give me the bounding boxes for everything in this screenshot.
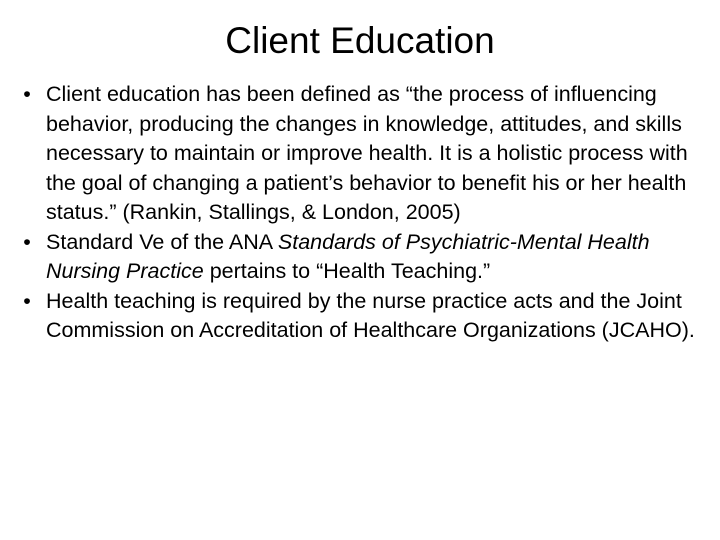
bullet-item-3 bbox=[18, 287, 702, 346]
standards-title-italic: Standards of Psychiatric-Mental Health Nursing Practice bbox=[46, 229, 650, 283]
bullet-item-1 bbox=[18, 80, 702, 228]
bullet-icon: • bbox=[23, 229, 31, 254]
bullet-text-2-after: pertains to “Health Teaching.” bbox=[203, 259, 491, 283]
bullet-text-1: Client education has been defined as “the process of influencing behavior, producing the changes in knowledge, attitudes, and skills necessary to maintain or improve health. It is a holistic process with the goal of changing a patient’s behavior to benefit his or her health status.” (Rankin, Stallings, & London, 2005) bbox=[46, 82, 688, 224]
bullet-text-2 bbox=[46, 230, 650, 284]
bullet-list bbox=[18, 80, 702, 346]
slide-title: Client Education bbox=[225, 20, 495, 61]
bullet-icon: • bbox=[23, 288, 31, 313]
bullet-text-2-before: Standard Ve of the ANA bbox=[46, 229, 278, 254]
bullet-text-3: Health teaching is required by the nurse practice acts and the Joint Commission on Accreditation of Healthcare Organizations (JCAHO). bbox=[46, 288, 695, 342]
bullet-icon: • bbox=[23, 82, 31, 106]
bullet-item-2 bbox=[18, 228, 702, 287]
